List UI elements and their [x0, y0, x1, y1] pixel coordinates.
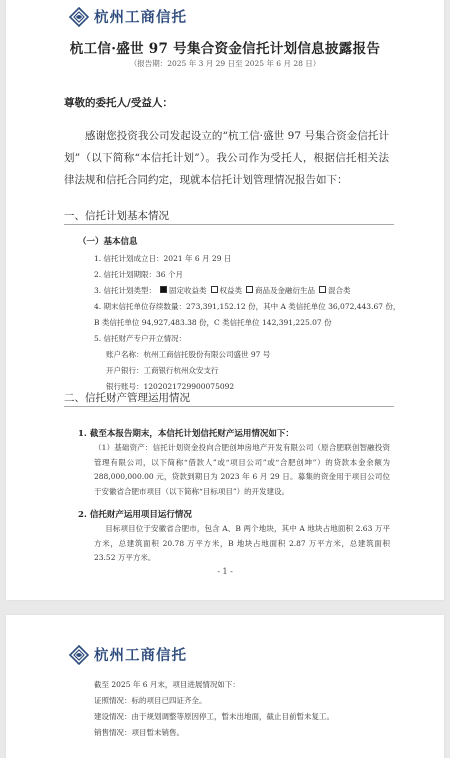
- license-status: 证照情况：标的项目已四证齐全。: [94, 696, 207, 705]
- logo-text: 杭州工商信托: [94, 10, 187, 26]
- base-asset-paragraph: （1）基础资产：信托计划资金投向合肥创坤房地产开发有限公司（原合肥联创智融投资管理有限公司，以下简称“借款人”或“项目公司”或“合肥创坤”）的贷款本金余额为 288,000,000.00 元，贷款到期日为 2023 年 6 月 29 日。募集的资金用于项目公司位于安徽省合肥市项目（以下简称“目标项目”）的开发建设。: [94, 443, 390, 496]
- document-page-2: [6, 615, 444, 758]
- section-2-divider: [64, 406, 394, 407]
- construction-status: 建设情况：由于规划调整等原因停工，暂未出地面，截止目前暂未复工。: [94, 712, 334, 721]
- info-item-account: 5. 信托财产专户开立情况：: [94, 334, 187, 343]
- intro-paragraph: 感谢您投资我公司发起设立的“杭工信·盛世 97 号集合资金信托计划”（以下简称“本信托计划”）。我公司作为受托人，根据信托相关法律法规和信托合同约定，现就本信托计划管理情况报告如下：: [64, 130, 389, 186]
- section-1-divider: [64, 224, 394, 225]
- page-number: - 1 -: [217, 567, 233, 576]
- account-bank: 开户银行：工商银行杭州众安支行: [106, 366, 219, 375]
- checkbox-checked-icon: [160, 286, 167, 293]
- company-logo-icon: [69, 645, 89, 665]
- section-2-heading: 二、信托财产管理运用情况: [64, 392, 190, 404]
- section-2-subheading-2: 2. 信托财产运用项目运行情况: [78, 510, 192, 520]
- company-logo-icon: [69, 7, 89, 27]
- section-2-subheading-1: 1. 截至本报告期末，本信托计划信托财产运用情况如下：: [78, 429, 294, 439]
- company-logo: [69, 644, 187, 665]
- type-option-mixed: 混合类: [328, 286, 351, 295]
- report-title: 杭工信·盛世 97 号集合资金信托计划信息披露报告: [69, 41, 381, 57]
- checkbox-empty-icon: [246, 286, 253, 293]
- account-name: 账户名称：杭州工商信托股份有限公司盛世 97 号: [106, 350, 271, 359]
- company-logo: [69, 6, 187, 27]
- info-item-term: 2. 信托计划期限：36 个月: [94, 270, 183, 279]
- greeting: 尊敬的委托人/受益人：: [64, 97, 173, 109]
- type-option-fixed: 固定收益类: [169, 286, 207, 295]
- project-paragraph: 目标项目位于安徽省合肥市，包含 A、B 两个地块，其中 A 地块占地面积 2.63 万平方米，总建筑面积 20.78 万平方米，B 地块占地面积 2.87 万平方米，总建筑面积 23.52 万平方米。: [94, 524, 390, 562]
- progress-intro: 截至 2025 年 6 月末，项目进展情况如下：: [94, 680, 240, 689]
- document-page-1: [6, 0, 444, 600]
- info-item-established: 1. 信托计划成立日：2021 年 6 月 29 日: [94, 254, 232, 263]
- account-number: 银行账号：1202021729900075092: [106, 382, 235, 391]
- section-1-subheading: （一）基本信息: [78, 237, 138, 247]
- type-option-equity: 权益类: [219, 286, 243, 295]
- type-label: 3. 信托计划类型：: [94, 286, 157, 295]
- logo-text: 杭州工商信托: [94, 648, 187, 664]
- checkbox-empty-icon: [211, 286, 218, 293]
- type-option-derivatives: 商品及金融衍生品: [255, 286, 316, 295]
- report-period: （报告期：2025 年 3 月 29 日至 2025 年 6 月 28 日）: [129, 59, 321, 68]
- info-item-units-cont: B 类信托单位 94,927,483.38 份，C 类信托单位 142,391,225.07 份: [94, 318, 332, 327]
- info-item-type: [94, 286, 351, 296]
- info-item-units: 4. 期末信托单位存续数量：273,391,152.12 份，其中 A 类信托单位 36,072,443.67 份，: [94, 302, 401, 311]
- checkbox-empty-icon: [319, 286, 326, 293]
- section-1-heading: 一、信托计划基本情况: [64, 210, 169, 222]
- sales-status: 销售情况：项目暂未销售。: [94, 728, 184, 737]
